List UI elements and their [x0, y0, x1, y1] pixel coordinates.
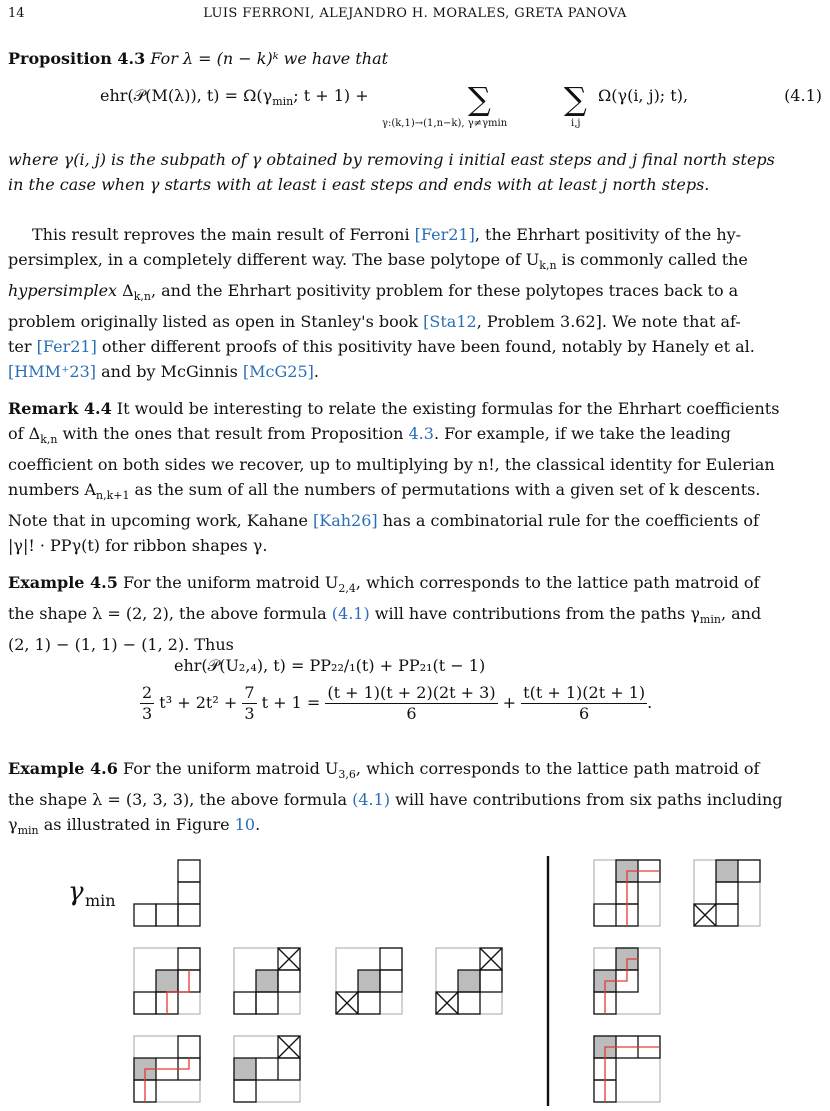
gamma-min-label: γ	[68, 877, 84, 907]
remark-line-1: It would be interesting to relate the existing formulas for the Ehrhart coefficients	[111, 399, 780, 418]
eq2-end: .	[647, 693, 653, 712]
ref-prop-4-3[interactable]: 4.3	[408, 424, 434, 443]
p1-line-5-b: other different proofs of this positivity have been found, notably by Hanely et al.	[96, 337, 755, 357]
ex46-line-3-sub: min	[17, 824, 39, 838]
remark-line-3: coefficient on both sides we recover, up to multiplying by n!, the classical identity for Eulerian	[8, 455, 775, 475]
ex46-line-2-b: will have contributions from six paths including	[390, 790, 783, 810]
eq-lhs-end: ; t + 1) +	[293, 86, 369, 105]
remark-line-4-b: as the sum of all the numbers of permutations with a given set of k descents.	[129, 480, 761, 500]
example46-label: Example 4.6	[8, 759, 118, 778]
p1-line-3-sub: k,n	[133, 290, 151, 304]
example-4-6	[8, 756, 822, 843]
diagram-row3-2	[234, 1036, 300, 1102]
eq2-lhs-end: t + 1 =	[261, 693, 321, 712]
p1-text-1: This result reproves the main result of Ferroni	[32, 225, 415, 244]
ex45-line-2-sub: min	[699, 613, 721, 627]
remark-line-2-c: . For example, if we take the leading	[433, 424, 731, 443]
diagram-row2-1	[134, 948, 200, 1014]
sum-symbol-inner: ∑	[564, 80, 587, 118]
diagram-right-3	[594, 948, 660, 1014]
ref-hmm23[interactable]: [HMM⁺23]	[8, 362, 97, 382]
remark-line-4-sub: n,k+1	[96, 489, 130, 503]
frac-b-den: 3	[244, 704, 255, 723]
p1-line-4-b: , Problem 3.62]. We note that af-	[476, 312, 741, 332]
remark-line-2-b: with the ones that result from Proposition	[57, 424, 409, 443]
remark-line-5-b: has a combinatorial rule for the coefficients of	[377, 511, 759, 531]
header-authors: LUIS FERRONI, ALEJANDRO H. MORALES, GRETA PANOVA	[203, 6, 627, 21]
proposition-label: Proposition 4.3	[8, 49, 146, 68]
proposition-where	[8, 147, 822, 197]
ref-kah26[interactable]: [Kah26]	[313, 511, 378, 531]
proposition-statement	[8, 46, 822, 71]
ref-eq-4-1[interactable]: (4.1)	[331, 604, 370, 624]
ex46-line-1-a: For the uniform matroid U	[117, 759, 339, 778]
diagram-gamma-min	[134, 860, 200, 926]
ref-fer21-2[interactable]: [Fer21]	[36, 337, 97, 357]
ex45-line-1-sub: 2,4	[338, 582, 356, 596]
ex45-line-2-c: , and	[720, 604, 762, 624]
sum-subscript-outer: γ:(k,1)→(1,n−k), γ≠γmin	[382, 118, 508, 129]
p1-text-2: , the Ehrhart positivity of the hy-	[474, 225, 742, 244]
diagram-right-2	[694, 860, 760, 926]
ref-eq-4-1-b[interactable]: (4.1)	[352, 790, 391, 810]
example45-label: Example 4.5	[8, 573, 118, 592]
gamma-min-subscript: min	[85, 891, 116, 910]
equation-number: (4.1)	[784, 86, 822, 105]
ex45-line-1-a: For the uniform matroid U	[117, 573, 339, 592]
frac-2-num: t(t + 1)(2t + 1)	[523, 683, 646, 702]
equation-4-1	[0, 80, 830, 136]
p1-line-2-end: is commonly called the	[556, 250, 748, 269]
frac-1-num: (t + 1)(t + 2)(2t + 3)	[327, 683, 496, 702]
proposition-text: For λ = (n − k)ᵏ we have that	[150, 49, 389, 68]
frac-2-3	[140, 683, 154, 724]
remark-line-2-sub: k,n	[40, 433, 58, 447]
p1-line-3-a: Δ	[117, 281, 134, 301]
ex45-line-1-b: , which corresponds to the lattice path matroid of	[355, 573, 760, 592]
eq2-plus: +	[502, 693, 517, 712]
ex45-line-3: (2, 1) − (1, 1) − (1, 2). Thus	[8, 635, 234, 655]
remark-line-5-a: Note that in upcoming work, Kahane	[8, 511, 314, 531]
running-head	[8, 6, 822, 26]
ref-figure-10[interactable]: 10	[234, 815, 256, 835]
diagram-row2-3	[336, 948, 402, 1014]
remark-label: Remark 4.4	[8, 399, 112, 418]
frac-a-num: 2	[142, 683, 153, 702]
where-line-1: where γ(i, j) is the subpath of γ obtained by removing i initial east steps and j final north steps	[8, 150, 775, 169]
diagram-row2-4	[436, 948, 502, 1014]
ref-mcg25[interactable]: [McG25]	[242, 362, 314, 382]
example-4-5	[8, 570, 822, 657]
p1-line-3-b: , and the Ehrhart positivity problem for these polytopes traces back to a	[150, 281, 739, 301]
page-number: 14	[8, 6, 25, 21]
ex45-equation-2	[140, 683, 652, 724]
ex46-line-1-sub: 3,6	[338, 768, 356, 782]
remark-4-4	[8, 396, 822, 558]
frac-1-den: 6	[406, 704, 417, 723]
frac-2-den: 6	[579, 704, 590, 723]
ref-fer21[interactable]: [Fer21]	[414, 225, 475, 244]
p1-line-2: persimplex, in a completely different way. The base polytope of U	[8, 250, 540, 269]
remark-line-2-a: of Δ	[8, 424, 41, 443]
ex46-line-3-c: .	[255, 815, 261, 835]
eq-lhs-sub: min	[272, 95, 294, 109]
p1-line-6-b: .	[313, 362, 319, 382]
ex45-line-2-a: the shape λ = (2, 2), the above formula	[8, 604, 332, 624]
frac-b-num: 7	[244, 683, 255, 702]
diagram-row2-2	[234, 948, 300, 1014]
sum-symbol-outer: ∑	[468, 80, 491, 118]
frac-2	[521, 683, 647, 724]
paragraph-ferroni	[8, 222, 822, 384]
ex46-line-3-b: as illustrated in Figure	[38, 815, 235, 835]
ex45-equation-1: ehr(𝒫(U₂,₄), t) = PP₂₂/₁(t) + PP₂₁(t − 1)	[174, 656, 486, 675]
remark-line-6: |γ|! · PPγ(t) for ribbon shapes γ.	[8, 536, 268, 556]
p1-line-2-sub: k,n	[539, 259, 557, 273]
eq-rhs: Ω(γ(i, j); t),	[598, 86, 689, 105]
ref-sta12[interactable]: [Sta12	[423, 312, 477, 332]
p1-line-6-a: and by McGinnis	[96, 362, 243, 382]
eq-lhs: ehr(𝒫(M(λ)), t) = Ω(γ	[100, 86, 273, 105]
frac-7-3	[242, 683, 256, 724]
eq2-mid: t³ + 2t² +	[159, 693, 238, 712]
p1-line-5-a: ter	[8, 337, 37, 357]
where-line-2: in the case when γ starts with at least i east steps and ends with at least j north steps.	[8, 175, 710, 194]
hypersimplex-term: hypersimplex	[8, 281, 118, 301]
ex45-line-2-b: will have contributions from the paths γ	[369, 604, 700, 624]
frac-1	[325, 683, 497, 724]
ex46-line-2-a: the shape λ = (3, 3, 3), the above formula	[8, 790, 353, 810]
ex46-line-3-a: γ	[8, 815, 18, 835]
sum-subscript-inner: i,j	[571, 118, 581, 129]
frac-a-den: 3	[142, 704, 153, 723]
figure-10-lattice-paths	[0, 850, 830, 1111]
remark-line-4-a: numbers A	[8, 480, 96, 500]
ex46-line-1-b: , which corresponds to the lattice path matroid of	[355, 759, 760, 778]
diagram-right-4	[594, 1036, 660, 1102]
diagram-right-1	[594, 860, 660, 926]
p1-line-4-a: problem originally listed as open in Stanley's book	[8, 312, 424, 332]
diagram-row3-1	[134, 1036, 200, 1102]
